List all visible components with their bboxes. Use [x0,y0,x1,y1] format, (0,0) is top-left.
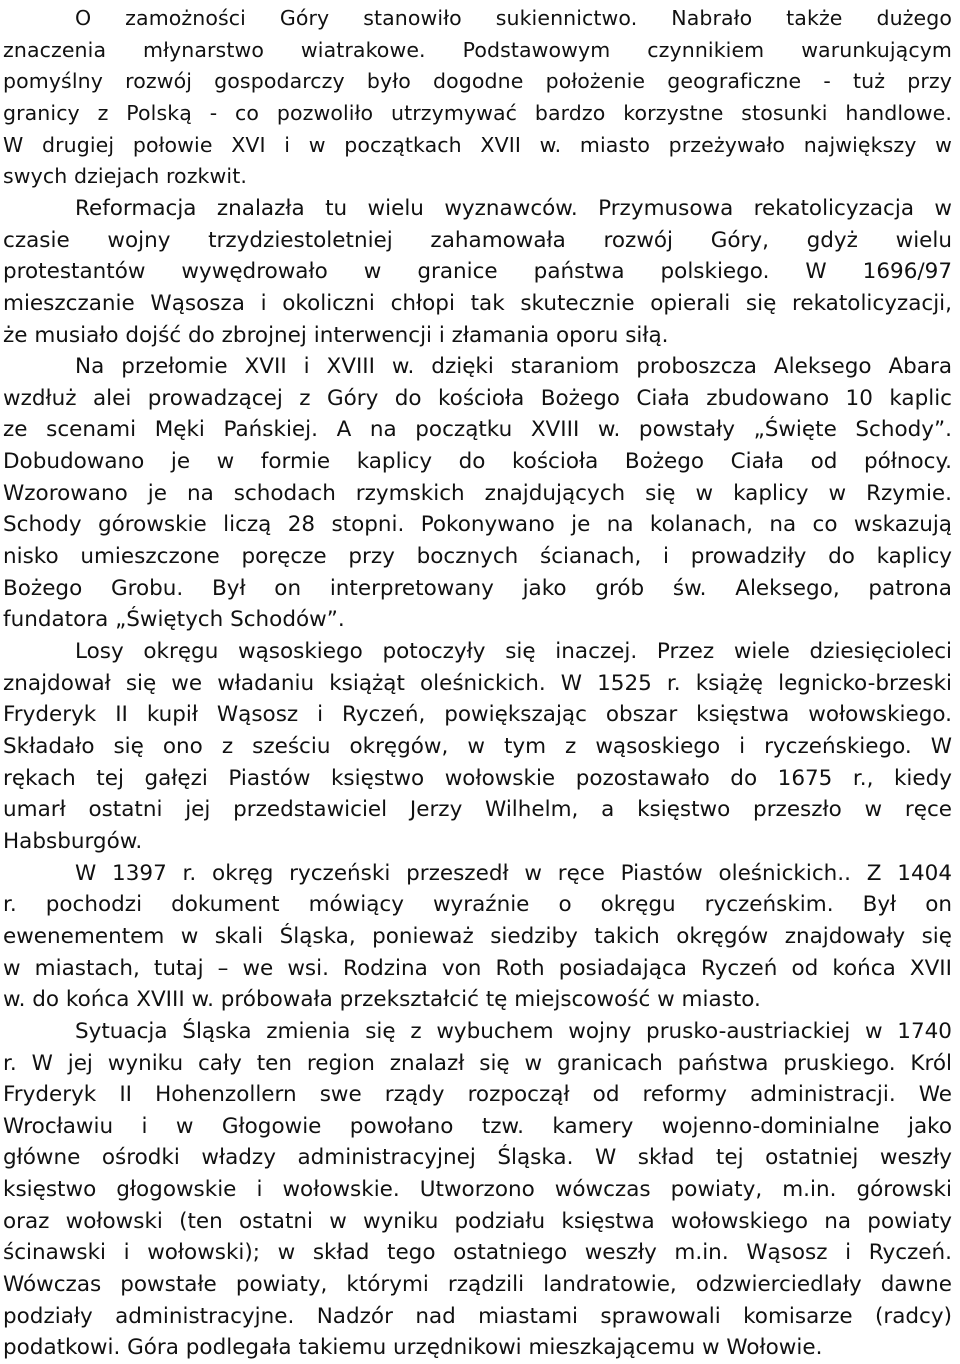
text-line: Wrocławiu i w Głogowie powołano tzw. kamery wojenno-dominialne jako [3,1113,952,1139]
paragraph-first-line: Na przełomie XVII i XVIII w. dzięki staraniom proboszcza Aleksego Abara [75,354,952,380]
text-line: ze scenami Męki Pańskiej. A na początku XVIII w. powstały „Święte Schody”. [3,417,952,443]
text-line: znaczenia młynarstwo wiatrakowe. Podstawowym czynnikiem warunkującym [3,37,952,62]
text-line: Habsburgów. [3,828,143,854]
text-line: r. pochodzi dokument mówiący wyraźnie o okręgu ryczeńskim. Był on [3,892,952,918]
text-line: w miastach, tutaj – we wsi. Rodzina von Roth posiadająca Ryczeń od końca XVII [3,955,952,981]
text-line: nisko umieszczone poręcze przy bocznych ścianach, i prowadziły do kaplicy [3,544,952,569]
paragraph-first-line: O zamożności Góry stanowiło sukiennictwo. Nabrało także dużego [75,6,952,30]
text-line: w. do końca XVIII w. próbowała przekształcić tę miejscowość w miasto. [3,987,761,1013]
text-line: czasie wojny trzydziestoletniej zahamowała rozwój Góry, gdyż wielu [3,227,952,253]
paragraph-first-line: Reformacja znalazła tu wielu wyznawców. Przymusowa rekatolicyzacja w [75,195,952,221]
text-line: Fryderyk II kupił Wąsosz i Ryczeń, powiększając obszar księstwa wołowskiego. [3,702,952,728]
text-line: W drugiej połowie XVI i w początkach XVII w. miasto przeżywało największy w [3,132,952,157]
text-line: r. W jej wyniku cały ten region znalazł się w granicach państwa pruskiego. Król [3,1050,952,1076]
text-line: swych dziejach rozkwit. [3,164,247,189]
text-line: umarł ostatni jej przedstawiciel Jerzy Wilhelm, a księstwo przeszło w ręce [3,797,952,823]
text-line: Wzorowano je na schodach rzymskich znajdujących się w kaplicy w Rzymie. [3,480,952,506]
text-line: oraz wołowski (ten ostatni w wyniku podziału księstwa wołowskiego na powiaty [3,1208,952,1234]
text-line: Bożego Grobu. Był on interpretowany jako grób św. Aleksego, patrona [3,575,952,601]
text-line: mieszczanie Wąsosza i okoliczni chłopi tak skutecznie opierali się rekatolicyzacji, [3,290,952,316]
text-line: podatkowi. Góra podlegała takiemu urzędnikowi mieszkającemu w Wołowie. [3,1335,823,1361]
text-line: znajdował się we władaniu książąt oleśnickich. W 1525 r. książę legnicko-brzeski [3,670,952,696]
text-line: pomyślny rozwój gospodarczy było dogodne położenie geograficzne - tuż przy [3,69,952,94]
text-line: Fryderyk II Hohenzollern swe rządy rozpoczął od reformy administracji. We [3,1082,952,1108]
text-line: że musiało dojść do zbrojnej interwencji i złamania oporu siłą. [3,322,669,348]
text-line: wzdłuż alei prowadzącej z Góry do kościoła Bożego Ciała zbudowano 10 kaplic [3,385,952,411]
text-line: granicy z Polską - co pozwoliło utrzymywać bardzo korzystne stosunki handlowe. [3,100,952,125]
text-line: podziały administracyjne. Nadzór nad miastami sprawowali komisarze (radcy) [3,1303,952,1329]
paragraph-first-line: Losy okręgu wąsoskiego potoczyły się inaczej. Przez wiele dziesięcioleci [75,639,952,664]
text-line: ścinawski i wołowski); w skład tego ostatniego weszły m.in. Wąsosz i Ryczeń. [3,1240,952,1266]
text-line: Schody górowskie liczą 28 stopni. Pokonywano je na kolanach, na co wskazują [3,512,952,538]
text-line: protestantów wywędrowało w granice państwa polskiego. W 1696/97 [3,259,952,285]
text-line: rękach tej gałęzi Piastów księstwo wołowskie pozostawało do 1675 r., kiedy [3,765,952,791]
text-line: Dobudowano je w formie kaplicy do kościoła Bożego Ciała od północy. [3,449,952,475]
text-line: Wówczas powstałe powiaty, którymi rządzili landratowie, odzwierciedlały dawne [3,1272,952,1297]
paragraph-first-line: Sytuacja Śląska zmienia się z wybuchem wojny prusko-austriackiej w 1740 [75,1018,952,1044]
text-line: ewenementem w skali Śląska, ponieważ siedziby takich okręgów znajdowały się [3,923,952,949]
text-line: księstwo głogowskie i wołowskie. Utworzono wówczas powiaty, m.in. górowski [3,1177,952,1202]
paragraph-first-line: W 1397 r. okręg ryczeński przeszedł w ręce Piastów oleśnickich.. Z 1404 [75,860,952,886]
text-line: Składało się ono z sześciu okręgów, w tym z wąsoskiego i ryczeńskiego. W [3,733,952,759]
text-line: fundatora „Świętych Schodów”. [3,607,345,633]
text-line: główne ośrodki władzy administracyjnej Śląska. W skład tej ostatniej weszły [3,1145,952,1171]
